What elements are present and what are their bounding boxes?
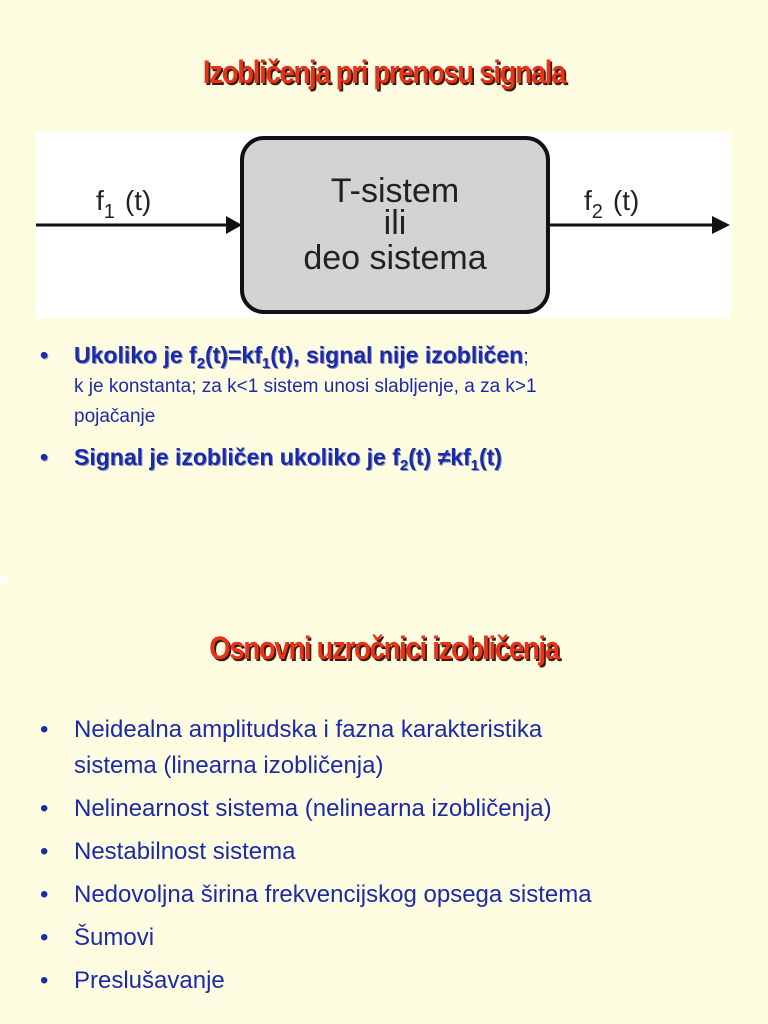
block-label-line2: ili <box>383 204 407 242</box>
list-item: • Nestabilnost sistema <box>40 834 760 870</box>
list-item: • Šumovi <box>40 920 760 956</box>
list-item <box>40 340 740 372</box>
output-signal-label: $f_2$ (t) <box>584 185 640 223</box>
condition-list <box>40 340 740 472</box>
bullet-icon: • <box>40 795 49 822</box>
list-item: • Nedovoljna širina frekvencijskog opsega sistema <box>40 877 760 913</box>
constant-note: k je konstanta; za k<1 sistem unosi slabljenje, a za k>1 pojačanje <box>74 376 537 427</box>
bullet-icon: • <box>40 716 49 743</box>
block-label-line1: T-sistem <box>330 172 460 210</box>
condition-undistorted: Ukoliko je $f_2(t)=kf_1(t)$, signal nije izobličen; <box>74 342 529 372</box>
slide-divider-mark <box>0 576 7 583</box>
bullet-icon: • <box>40 967 49 994</box>
input-arrowhead <box>226 216 242 234</box>
output-arrowhead <box>712 216 730 234</box>
bullet-icon: • <box>40 924 49 951</box>
block-label-line3: deo sistema <box>303 239 487 277</box>
list-item: • Nelinearnost sistema (nelinearna izobličenja) <box>40 791 760 827</box>
bullet-icon: • <box>40 342 49 368</box>
list-item: • Neidealna amplitudska i fazna karakteristika sistema (linearna izobličenja) <box>40 712 760 784</box>
list-item <box>40 442 740 472</box>
slide-title-1: Izobličenja pri prenosu signala <box>202 54 566 90</box>
bullet-icon: • <box>40 444 49 470</box>
slide-title-2: Osnovni uzročnici izobličenja <box>209 630 559 666</box>
causes-list <box>40 712 760 1006</box>
list-item: • Preslušavanje <box>40 963 760 999</box>
condition-distorted: Signal je izobličen ukoliko je $f_2(t) \ne kf_1(t)$ <box>74 444 502 474</box>
bullet-icon: • <box>40 838 49 865</box>
diagram-svg <box>36 132 730 318</box>
bullet-icon: • <box>40 881 49 908</box>
system-block-diagram <box>36 132 730 318</box>
input-signal-label: $f_1$ (t) <box>96 185 152 223</box>
